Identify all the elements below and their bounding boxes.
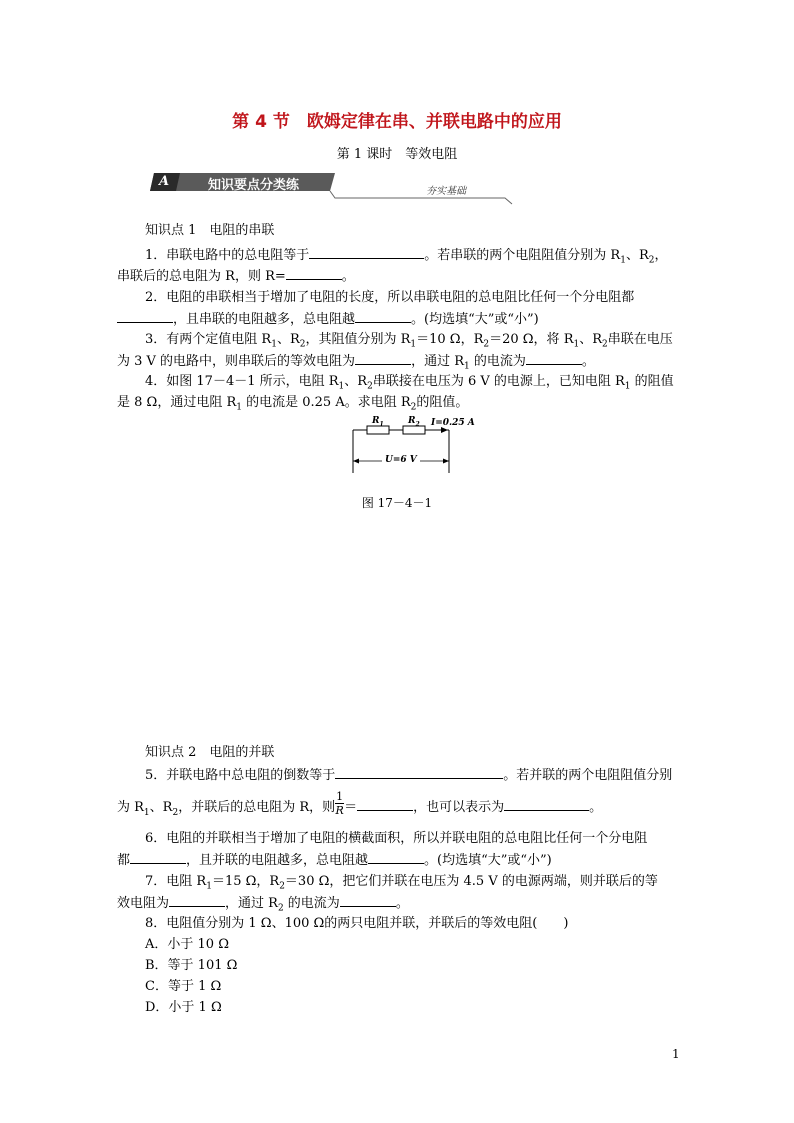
q4-line2: 是 8 Ω，通过电阻 $R_1$ 的电流是 0.25 A。求电阻 $R_2$的阻值。 (117, 395, 469, 413)
answer-blank[interactable] (355, 352, 411, 365)
answer-blank[interactable] (504, 798, 589, 811)
q4-line1: 4．如图 17－4－1 所示，电阻 $R_1$、$R_2$串联接在电压为 6 V 的电源上，已知电阻 $R_1$ 的阻值 (145, 374, 674, 392)
answer-blank[interactable] (357, 798, 413, 811)
answer-blank[interactable] (335, 766, 503, 779)
r1-label: $R_1$ (372, 416, 384, 428)
q2-line2: ，且串联的电阻越多，总电阻越 。(均选填“大”或“小”) (117, 310, 539, 328)
q2-line1: 2．电阻的串联相当于增加了电阻的长度，所以串联电阻的总电阻比任何一个分电阻都 (145, 290, 635, 305)
voltage-label: U=6 V (385, 455, 417, 465)
page-subtitle: 第 1 课时 等效电阻 (336, 147, 458, 162)
banner-right: 夯实基础 (426, 186, 466, 197)
q7-line1: 7．电阻 $R_1=15$ Ω，$R_2=30$ Ω，把它们并联在电压为 4.5 V 的电源两端，则并联后的等 (145, 874, 658, 892)
section-banner (150, 170, 520, 208)
q8-stem: 8．电阻值分别为 1 Ω、100 Ω的两只电阻并联，并联后的等效电阻( ) (145, 916, 569, 931)
answer-blank[interactable] (286, 267, 342, 280)
fraction-one-over-r: $\frac{1}{R}$ (335, 790, 344, 817)
q8-option-c[interactable]: C．等于 1 Ω (145, 979, 222, 994)
banner-badge: A (159, 174, 170, 189)
circuit-figure (345, 415, 485, 483)
answer-blank[interactable] (526, 352, 582, 365)
page-title: 第 4 节 欧姆定律在串、并联电路中的应用 (232, 112, 562, 132)
q6-line2: 都 ，且并联的电阻越多，总电阻越 。(均选填“大”或“小”) (117, 853, 552, 868)
answer-blank[interactable] (117, 310, 173, 323)
q3-line2: 为 3 V 的电路中，则串联后的等效电阻为 ，通过 $R_1$ 的电流为 。 (117, 354, 595, 372)
r2-label: $R_2$ (408, 416, 420, 428)
section2-heading: 知识点 2 电阻的并联 (145, 745, 275, 760)
q5-line2: 为 $R_1$、$R_2$，并联后的总电阻为 R，则 $\frac{1}{R}$ ＝ ，也可以表示为 。 (117, 790, 603, 818)
answer-blank[interactable] (340, 894, 396, 907)
figure-caption: 图 17－4－1 (361, 496, 433, 510)
answer-blank[interactable] (130, 851, 186, 864)
q8-option-b[interactable]: B．等于 101 Ω (145, 958, 238, 973)
q6-line1: 6．电阻的并联相当于增加了电阻的横截面积，所以并联电阻的总电阻比任何一个分电阻 (145, 831, 648, 846)
answer-blank[interactable] (169, 894, 225, 907)
answer-blank[interactable] (368, 851, 424, 864)
page-number: 1 (672, 1047, 680, 1061)
banner-label: 知识要点分类练 (208, 178, 300, 193)
section1-heading: 知识点 1 电阻的串联 (145, 223, 275, 238)
q3-line1: 3．有两个定值电阻 $R_1$、$R_2$，其阻值分别为 $R_1=10$ Ω，$R_2=20$ Ω，将 $R_1$、$R_2$串联在电压 (145, 332, 673, 350)
q8-option-d[interactable]: D．小于 1 Ω (145, 1000, 222, 1015)
current-label: I=0.25 A (431, 418, 475, 428)
q1-line2: 串联后的总电阻为 R，则 R= 。 (117, 269, 355, 284)
q8-option-a[interactable]: A．小于 10 Ω (145, 937, 229, 952)
q5-line1: 5．并联电路中总电阻的倒数等于 。若并联的两个电阻阻值分别 (145, 768, 673, 783)
q1-line1: 1．串联电路中的总电阻等于 。若串联的两个电阻阻值分别为 $R_1$、$R_2$， (145, 248, 668, 266)
answer-blank[interactable] (355, 310, 411, 323)
answer-blank[interactable] (309, 246, 424, 259)
q7-line2: 效电阻为 ，通过 $R_2$ 的电流为 。 (117, 896, 409, 914)
